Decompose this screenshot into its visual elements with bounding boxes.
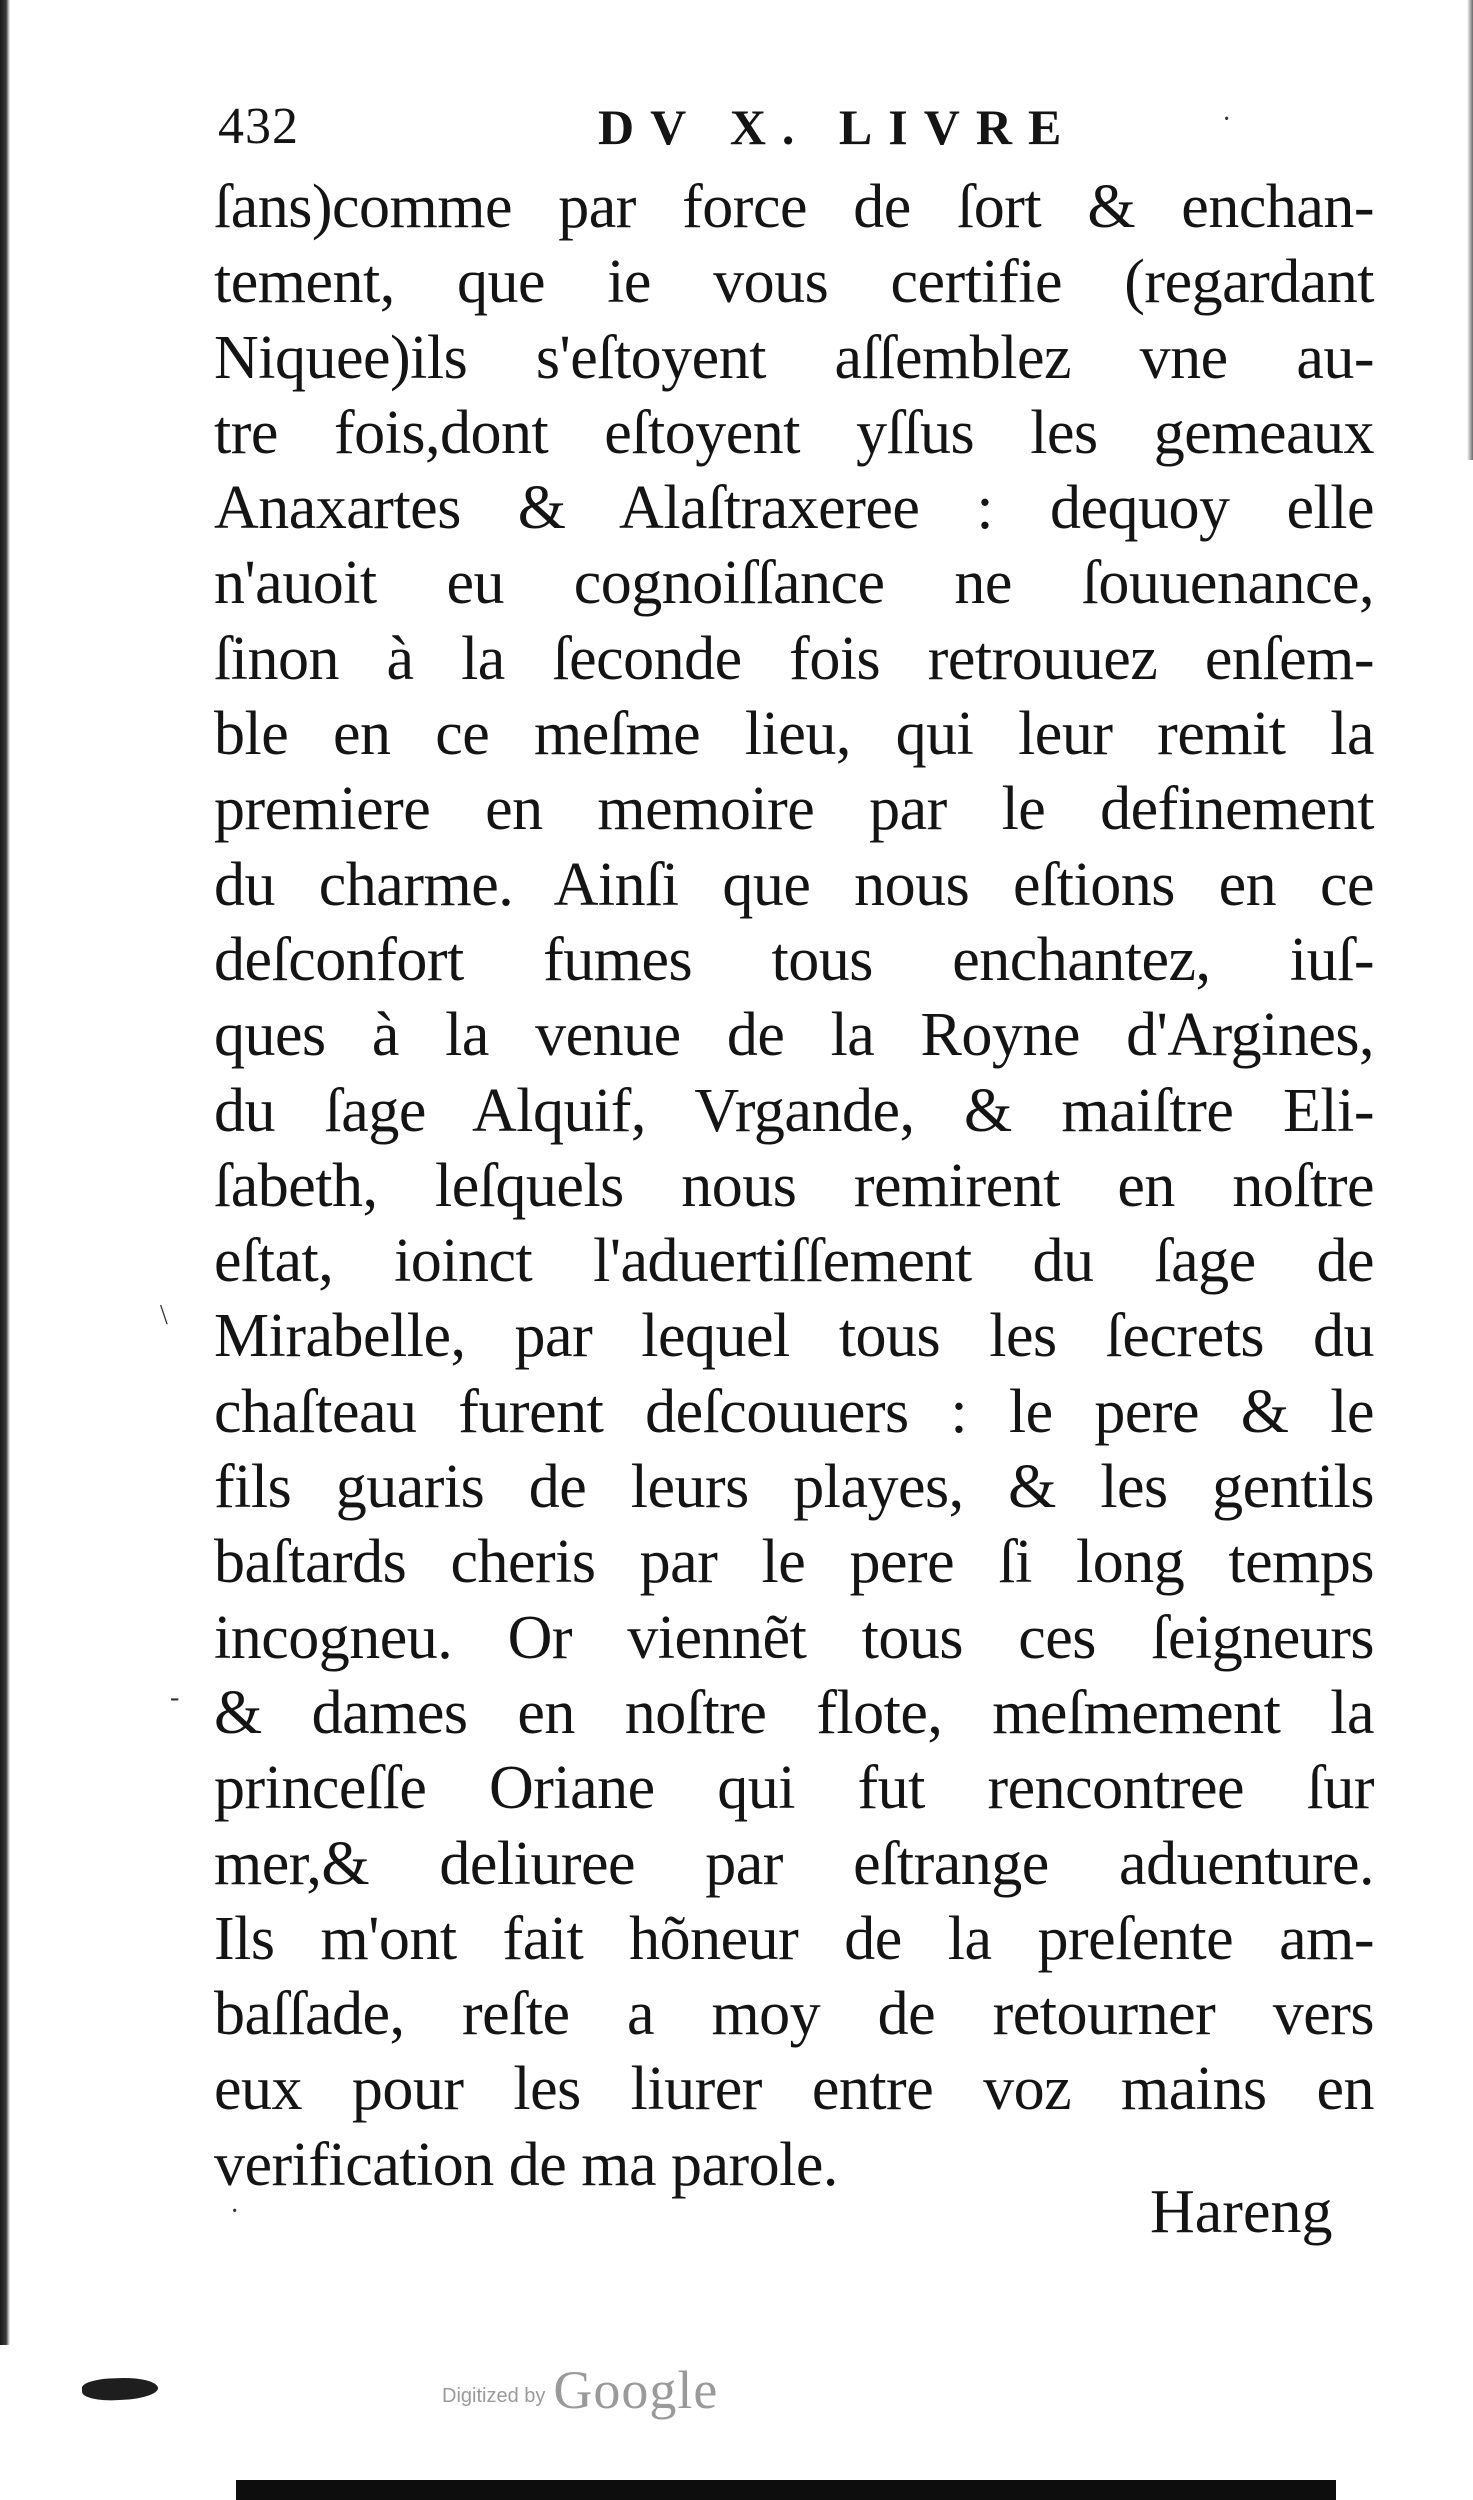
text-line: incogneu. Or viennẽt tous ces ſeigneurs [214,1603,1374,1672]
text-line: verification de ma parole. [214,2130,838,2199]
ink-smudge [81,2376,158,2402]
text-line: ble en ce meſme lieu, qui leur remit la [214,700,1374,769]
catchword: Hareng [1150,2178,1333,2246]
text-line: fils guaris de leurs playes, & les gentils [214,1453,1374,1522]
text-line: du charme. Ainſi que nous eſtions en ce [214,850,1374,919]
digitization-watermark [442,2360,718,2420]
text-line: baſſade, reſte a moy de retourner vers [214,1980,1374,2049]
text-line: ſans)comme par force de ſort & enchan- [214,173,1374,241]
text-line: Niquee)ils s'eſtoyent aſſemblez vne au- [214,323,1374,392]
google-logo: Google [553,2360,719,2420]
stray-mark: - [170,1682,180,1713]
text-line: eux pour les liurer entre voz mains en [214,2055,1374,2124]
text-line: mer,& deliuree par eſtrange aduenture. [214,1829,1374,1898]
body-text [214,170,1374,2203]
text-line: eſtat, ioinct l'aduertiſſement du ſage de [214,1227,1374,1296]
text-line: princeſſe Oriane qui fut rencontree ſur [214,1754,1374,1823]
page-number: 432 [218,98,299,155]
stray-mark: · [1222,104,1232,135]
text-line: & dames en noſtre flote, meſmement la [214,1678,1374,1747]
text-line: Ils m'ont fait hõneur de la preſente am- [214,1904,1374,1973]
digitized-by-label: Digitized by [442,2385,546,2407]
text-line: tre fois,dont eſtoyent yſſus les gemeaux [214,398,1374,467]
text-line: Mirabelle, par lequel tous les ſecrets du [214,1302,1374,1371]
text-line: ſabeth, leſquels nous remirent en noſtre [214,1151,1374,1220]
text-line: ſinon à la ſeconde fois retrouuez enſem- [214,624,1374,693]
text-line: Anaxartes & Alaſtraxeree : dequoy elle [214,474,1374,543]
text-line: tement, que ie vous certifie (regardant [214,248,1374,317]
page-edge [1467,0,1473,460]
text-line: du ſage Alquif, Vrgande, & maiſtre Eli- [214,1076,1374,1145]
stray-mark: \ [160,1300,168,1331]
text-line: ques à la venue de la Royne d'Argines, [214,1001,1374,1070]
scan-bottom-edge [236,2480,1336,2500]
text-line: chaſteau furent deſcouuers : le pere & le [214,1377,1374,1446]
running-head: DV X. LIVRE [598,99,1078,155]
page-header [218,92,1218,162]
text-line: deſconfort fumes tous enchantez, iuſ- [214,925,1374,994]
text-line: baſtards cheris par le pere ſi long temps [214,1528,1374,1597]
stray-mark: · [230,2196,240,2227]
text-line: premiere en memoire par le definement [214,775,1374,844]
text-line: n'auoit eu cognoiſſance ne ſouuenance, [214,549,1374,618]
binding-edge [0,0,10,2345]
